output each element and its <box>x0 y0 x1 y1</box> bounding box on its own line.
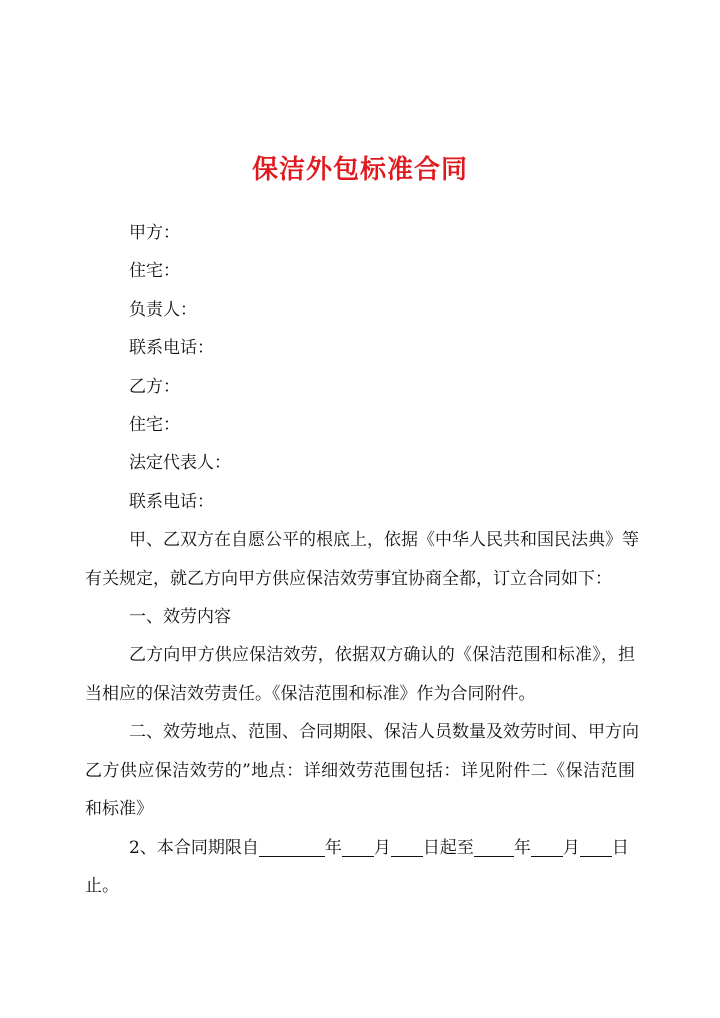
term-month-label: 月 <box>562 837 580 858</box>
section2-paragraph-line: 乙方供应保洁效劳的”地点：详细效劳范围包括：详见附件二《保洁范围 <box>85 760 635 781</box>
section-heading: 一、效劳内容 <box>129 607 231 628</box>
section2-paragraph-line: 二、效劳地点、范围、合同期限、保洁人员数量及效劳时间、甲方向 <box>129 722 639 743</box>
term-blank <box>531 834 563 857</box>
term-month-label: 月 <box>373 837 391 858</box>
term-year-label: 年 <box>513 837 531 858</box>
document-title: 保洁外包标准合同 <box>251 155 468 185</box>
term-blank <box>580 834 612 857</box>
term-blank <box>474 834 514 857</box>
term-blank <box>342 834 374 857</box>
party-a-label: 甲方： <box>129 223 180 243</box>
intro-paragraph-line: 甲、乙双方在自愿公平的根底上，依据《中华人民共和国民法典》等 <box>129 530 639 551</box>
party-b-phone-label: 联系电话： <box>129 491 214 512</box>
term-year-label: 年 <box>324 837 342 858</box>
contract-term-end: 止。 <box>85 875 119 896</box>
section1-paragraph-line: 当相应的保洁效劳责任。《保洁范围和标准》作为合同附件。 <box>85 683 536 704</box>
party-b-address-label: 住宅： <box>129 415 180 436</box>
party-a-person-label: 负责人： <box>129 299 197 320</box>
section2-paragraph-line: 和标准》 <box>85 799 153 820</box>
term-blank <box>259 834 325 857</box>
party-b-label: 乙方： <box>129 376 180 397</box>
party-b-rep-label: 法定代表人： <box>129 453 231 474</box>
term-blank <box>391 834 423 857</box>
party-a-phone-label: 联系电话： <box>129 338 214 359</box>
document-body <box>85 214 639 905</box>
term-prefix: 2、本合同期限自 <box>129 837 259 858</box>
intro-paragraph-line: 有关规定，就乙方向甲方供应保洁效劳事宜协商全都，订立合同如下： <box>85 568 612 589</box>
term-day-label: 日起至 <box>422 837 474 858</box>
contract-term-line <box>85 829 635 867</box>
section1-paragraph-line: 乙方向甲方供应保洁效劳，依据双方确认的《保洁范围和标准》，担 <box>129 645 635 666</box>
party-a-address-label: 住宅： <box>129 261 180 282</box>
term-day-label: 日 <box>611 837 629 858</box>
